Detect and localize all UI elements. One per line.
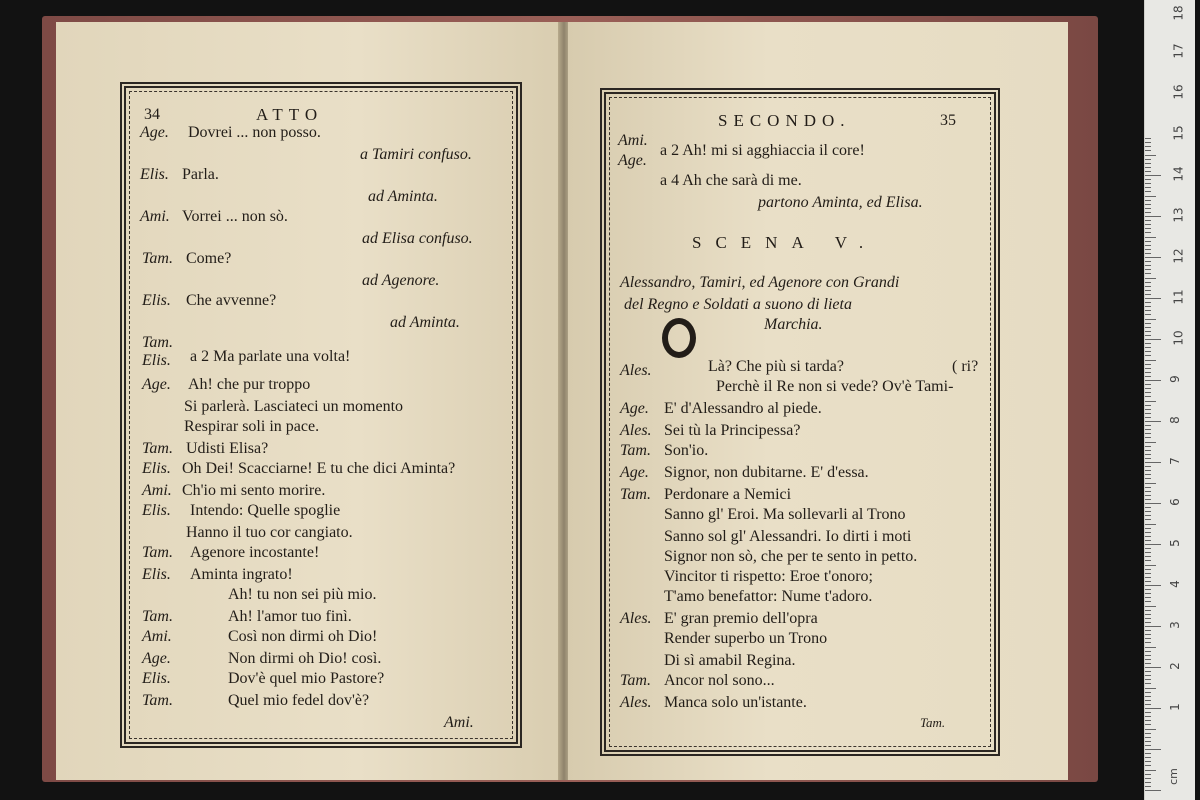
ruler-tick — [1145, 552, 1151, 553]
ruler-tick — [1145, 372, 1151, 373]
ruler-tick — [1145, 384, 1151, 385]
line-text: Dovrei ... non posso. — [188, 124, 321, 141]
speaker: Tam. — [142, 544, 173, 561]
ruler-tick — [1145, 729, 1156, 730]
ruler-tick — [1145, 187, 1151, 188]
ruler-tick — [1145, 515, 1151, 516]
speaker: Ales. — [620, 362, 652, 379]
ruler-tick — [1145, 491, 1151, 492]
ruler-tick — [1145, 286, 1151, 287]
line-text: ( ri? — [952, 358, 979, 375]
ruler-tick — [1145, 155, 1156, 156]
line-text: Vorrei ... non sò. — [182, 208, 288, 225]
speaker: Tam. — [142, 250, 173, 267]
ruler-number: 9 — [1167, 375, 1182, 383]
line-text: Manca solo un'istante. — [664, 694, 807, 711]
speaker: Ami. — [142, 482, 172, 499]
catchword: Tam. — [920, 715, 946, 730]
speaker: Elis. — [142, 292, 171, 309]
line-text: Come? — [186, 250, 232, 267]
ruler-number: 3 — [1167, 621, 1182, 629]
ruler-tick — [1145, 355, 1151, 356]
scene-description: del Regno e Soldati a suono di lieta — [624, 296, 852, 313]
speaker: Tam. — [142, 608, 173, 625]
ruler-tick — [1145, 655, 1151, 656]
ruler-tick — [1145, 696, 1151, 697]
speaker: Elis. — [140, 166, 169, 183]
ruler-tick — [1145, 245, 1151, 246]
ruler-tick — [1145, 737, 1151, 738]
line-text: a 4 Ah che sarà di me. — [660, 172, 802, 189]
page-number: 34 — [144, 106, 160, 123]
ruler-tick — [1145, 663, 1151, 664]
ruler-tick — [1145, 167, 1151, 168]
line-text: Non dirmi oh Dio! così. — [228, 650, 382, 667]
speaker: Ales. — [620, 694, 652, 711]
line-text: Che avvenne? — [186, 292, 277, 309]
line-text: Udisti Elisa? — [186, 440, 269, 457]
ruler-tick — [1145, 540, 1151, 541]
ruler-tick — [1145, 544, 1161, 545]
ruler-number: 18 — [1171, 5, 1186, 21]
ruler-tick — [1145, 237, 1156, 238]
line-text: Oh Dei! Scacciarne! E tu che dici Aminta? — [182, 460, 456, 477]
ruler-number: 6 — [1167, 498, 1182, 506]
ruler-tick — [1145, 212, 1151, 213]
ruler-tick — [1145, 651, 1151, 652]
line-text: Di sì amabil Regina. — [664, 652, 796, 669]
ruler-tick — [1145, 306, 1151, 307]
ruler-tick — [1145, 319, 1156, 320]
line-text: Perchè il Re non si vede? Ov'è Tami- — [716, 378, 954, 395]
line-text: Sanno sol gl' Alessandri. Io dirti i moti — [664, 528, 912, 545]
ruler-tick — [1145, 392, 1151, 393]
ruler-tick — [1145, 610, 1151, 611]
speaker: Age. — [620, 464, 649, 481]
line-text: a 2 Ma parlate una volta! — [190, 348, 351, 365]
ruler-tick — [1145, 708, 1161, 709]
ruler-number: 15 — [1171, 125, 1186, 141]
ruler-tick — [1145, 683, 1151, 684]
line-text: Ah! che pur troppo — [188, 376, 311, 393]
right-page — [568, 22, 1068, 780]
ruler-tick — [1145, 700, 1151, 701]
ruler-tick — [1145, 405, 1151, 406]
ruler-tick — [1145, 388, 1151, 389]
ruler-tick — [1145, 265, 1151, 266]
ruler-tick — [1145, 310, 1151, 311]
ruler-tick — [1145, 565, 1156, 566]
ruler-tick — [1145, 429, 1151, 430]
ruler-number: 1 — [1167, 703, 1182, 711]
stage-direction: partono Aminta, ed Elisa. — [758, 194, 923, 211]
ruler-tick — [1145, 675, 1151, 676]
stage-direction: ad Agenore. — [362, 272, 440, 289]
ruler-tick — [1145, 146, 1151, 147]
speaker: Elis. — [142, 502, 171, 519]
ruler-tick — [1145, 396, 1151, 397]
page-number: 35 — [940, 112, 956, 129]
speaker: Ami. — [618, 132, 648, 149]
ruler-tick — [1145, 519, 1151, 520]
ruler-tick — [1145, 618, 1151, 619]
ruler-tick — [1145, 761, 1151, 762]
line-text: Render superbo un Trono — [664, 630, 828, 647]
scene-title: SCENA V. — [692, 233, 878, 252]
speaker: Age. — [618, 152, 647, 169]
ruler-number: 14 — [1171, 166, 1186, 182]
speaker: Age. — [142, 650, 171, 667]
ruler-tick — [1145, 368, 1151, 369]
ruler-tick — [1145, 228, 1151, 229]
ruler-tick — [1145, 790, 1161, 791]
line-text: Aminta ingrato! — [190, 566, 293, 583]
line-text: Signor, non dubitarne. E' d'essa. — [664, 464, 869, 481]
speaker: Tam. — [620, 672, 651, 689]
ruler-tick — [1145, 446, 1151, 447]
ruler-tick — [1145, 511, 1151, 512]
ruler-tick — [1145, 183, 1151, 184]
ruler-tick — [1145, 331, 1151, 332]
ruler-tick — [1145, 560, 1151, 561]
ruler-tick — [1145, 282, 1151, 283]
line-text: Ancor nol sono... — [664, 672, 775, 689]
ruler-tick — [1145, 483, 1156, 484]
ruler-tick — [1145, 614, 1151, 615]
ruler-tick — [1145, 196, 1156, 197]
speaker: Tam. — [620, 486, 651, 503]
ruler-tick — [1145, 425, 1151, 426]
ruler-tick — [1145, 573, 1151, 574]
ruler-tick — [1145, 364, 1151, 365]
ruler-tick — [1145, 642, 1151, 643]
ruler-tick — [1145, 417, 1151, 418]
line-text: Intendo: Quelle spoglie — [190, 502, 341, 519]
ruler-tick — [1145, 163, 1151, 164]
line-text: Quel mio fedel dov'è? — [228, 692, 370, 709]
ruler-tick — [1145, 208, 1151, 209]
ruler-tick — [1145, 351, 1151, 352]
ruler-tick — [1145, 380, 1161, 381]
ruler-tick — [1145, 724, 1151, 725]
ruler-tick — [1145, 487, 1151, 488]
ruler-tick — [1145, 269, 1151, 270]
ruler-tick — [1145, 175, 1161, 176]
ruler-tick — [1145, 458, 1151, 459]
ruler-tick — [1145, 749, 1161, 750]
ruler-tick — [1145, 298, 1161, 299]
speaker: Age. — [620, 400, 649, 417]
speaker: Age. — [140, 124, 169, 141]
ruler-tick — [1145, 347, 1151, 348]
running-header: ATTO — [256, 105, 324, 124]
ruler-tick — [1145, 454, 1151, 455]
ruler-tick — [1145, 421, 1161, 422]
ruler-tick — [1145, 204, 1151, 205]
ruler-tick — [1145, 548, 1151, 549]
line-text: Hanno il tuo cor cangiato. — [186, 524, 353, 541]
ruler-unit: cm — [1166, 768, 1180, 785]
ruler-tick — [1145, 220, 1151, 221]
line-text: Là? Che più si tarda? — [708, 358, 844, 375]
ruler-tick — [1145, 294, 1151, 295]
ruler-tick — [1145, 524, 1156, 525]
line-text: Parla. — [182, 166, 219, 183]
ruler-tick — [1145, 597, 1151, 598]
ruler-tick — [1145, 528, 1151, 529]
ruler-tick — [1145, 142, 1151, 143]
ruler-tick — [1145, 433, 1151, 434]
ruler-tick — [1145, 536, 1151, 537]
ruler-tick — [1145, 679, 1151, 680]
ruler-tick — [1145, 343, 1151, 344]
ruler-tick — [1145, 589, 1151, 590]
line-text: E' gran premio dell'opra — [664, 610, 818, 627]
ruler-tick — [1145, 253, 1151, 254]
ruler-tick — [1145, 671, 1151, 672]
catchword: Ami. — [444, 714, 474, 731]
speaker: Tam. — [142, 692, 173, 709]
ruler-tick — [1145, 601, 1151, 602]
speaker: Elis. — [142, 566, 171, 583]
ruler-tick — [1145, 745, 1151, 746]
ruler-tick — [1145, 757, 1151, 758]
line-text: Ch'io mi sento morire. — [182, 482, 326, 499]
line-text: Signor non sò, che per te sento in petto. — [664, 548, 918, 565]
ruler-tick — [1145, 622, 1151, 623]
ruler-tick — [1145, 688, 1156, 689]
line-text: Perdonare a Nemici — [664, 486, 792, 503]
ruler-tick — [1145, 150, 1151, 151]
ruler-tick — [1145, 179, 1151, 180]
ruler-tick — [1145, 778, 1151, 779]
drop-cap — [662, 318, 696, 358]
ruler-tick — [1145, 232, 1151, 233]
ruler-tick — [1145, 499, 1151, 500]
ruler-tick — [1145, 200, 1151, 201]
ruler-tick — [1145, 314, 1151, 315]
stage-direction: ad Elisa confuso. — [362, 230, 473, 247]
line-text: Si parlerà. Lasciateci un momento — [184, 398, 404, 415]
ruler-tick — [1145, 569, 1151, 570]
line-text: Respirar soli in pace. — [184, 418, 320, 435]
ruler-number: 11 — [1171, 289, 1186, 305]
left-page — [56, 22, 562, 780]
ruler-tick — [1145, 630, 1151, 631]
stage-direction: ad Aminta. — [368, 188, 438, 205]
ruler-tick — [1145, 159, 1151, 160]
ruler-tick — [1145, 782, 1151, 783]
ruler-tick — [1145, 774, 1151, 775]
stage-direction: ad Aminta. — [390, 314, 460, 331]
ruler-number: 16 — [1171, 84, 1186, 100]
ruler-tick — [1145, 442, 1156, 443]
speaker: Tam. — [620, 442, 651, 459]
ruler-tick — [1145, 786, 1151, 787]
ruler-tick — [1145, 765, 1151, 766]
speaker: Elis. — [142, 460, 171, 477]
ruler-tick — [1145, 638, 1151, 639]
ruler-tick — [1145, 462, 1161, 463]
ruler-tick — [1145, 581, 1151, 582]
ruler-tick — [1145, 360, 1156, 361]
ruler-tick — [1145, 647, 1156, 648]
line-text: Ah! l'amor tuo finì. — [228, 608, 352, 625]
ruler-tick — [1145, 413, 1151, 414]
ruler-tick — [1145, 138, 1151, 139]
ruler-tick — [1145, 716, 1151, 717]
ruler-tick — [1145, 495, 1151, 496]
running-header: SECONDO. — [718, 111, 851, 130]
ruler-tick — [1145, 753, 1151, 754]
ruler-tick — [1145, 257, 1161, 258]
ruler-tick — [1145, 335, 1151, 336]
ruler-tick — [1145, 692, 1151, 693]
ruler-tick — [1145, 659, 1151, 660]
speaker: Age. — [142, 376, 171, 393]
measurement-ruler — [1144, 0, 1195, 800]
ruler-tick — [1145, 224, 1151, 225]
ruler-tick — [1145, 720, 1151, 721]
ruler-tick — [1145, 323, 1151, 324]
ruler-tick — [1145, 376, 1151, 377]
ruler-tick — [1145, 273, 1151, 274]
speaker: Tam. — [142, 440, 173, 457]
ruler-tick — [1145, 278, 1156, 279]
ruler-number: 13 — [1171, 207, 1186, 223]
line-text: Son'io. — [664, 442, 709, 459]
line-text: Così non dirmi oh Dio! — [228, 628, 378, 645]
ruler-number: 5 — [1167, 539, 1182, 547]
speaker: Ami. — [140, 208, 170, 225]
ruler-tick — [1145, 593, 1151, 594]
ruler-tick — [1145, 503, 1161, 504]
ruler-tick — [1145, 241, 1151, 242]
ruler-tick — [1145, 466, 1151, 467]
ruler-tick — [1145, 171, 1151, 172]
ruler-tick — [1145, 556, 1151, 557]
ruler-tick — [1145, 302, 1151, 303]
line-text: Dov'è quel mio Pastore? — [228, 670, 385, 687]
ruler-tick — [1145, 634, 1151, 635]
ruler-number: 2 — [1167, 662, 1182, 670]
ruler-tick — [1145, 704, 1151, 705]
ruler-tick — [1145, 339, 1161, 340]
ruler-number: 7 — [1167, 457, 1182, 465]
speaker: Ales. — [620, 422, 652, 439]
speaker: Ales. — [620, 610, 652, 627]
ruler-number: 12 — [1171, 248, 1186, 264]
ruler-tick — [1145, 450, 1151, 451]
ruler-tick — [1145, 741, 1151, 742]
line-text: Agenore incostante! — [190, 544, 320, 561]
ruler-tick — [1145, 712, 1151, 713]
scene-description: Marchia. — [764, 316, 823, 333]
speaker: Elis. — [142, 670, 171, 687]
ruler-tick — [1145, 585, 1161, 586]
ruler-tick — [1145, 261, 1151, 262]
line-text: T'amo benefattor: Nume t'adoro. — [664, 588, 873, 605]
ruler-tick — [1145, 626, 1161, 627]
speaker: Elis. — [142, 352, 171, 369]
speaker: Ami. — [142, 628, 172, 645]
line-text: Sei tù la Principessa? — [664, 422, 801, 439]
ruler-tick — [1145, 470, 1151, 471]
ruler-number: 4 — [1167, 580, 1182, 588]
ruler-tick — [1145, 216, 1161, 217]
ruler-tick — [1145, 507, 1151, 508]
ruler-tick — [1145, 478, 1151, 479]
line-text: Vincitor ti rispetto: Eroe t'onoro; — [664, 568, 873, 585]
ruler-tick — [1145, 770, 1156, 771]
line-text: Sanno gl' Eroi. Ma sollevarli al Trono — [664, 506, 906, 523]
speaker: Tam. — [142, 334, 173, 351]
ruler-tick — [1145, 474, 1151, 475]
ruler-tick — [1145, 532, 1151, 533]
ruler-tick — [1145, 327, 1151, 328]
ruler-tick — [1145, 401, 1156, 402]
line-text: E' d'Alessandro al piede. — [664, 400, 822, 417]
ruler-tick — [1145, 606, 1156, 607]
ruler-tick — [1145, 249, 1151, 250]
line-text: Ah! tu non sei più mio. — [228, 586, 377, 603]
ruler-tick — [1145, 409, 1151, 410]
ruler-tick — [1145, 437, 1151, 438]
ruler-tick — [1145, 733, 1151, 734]
ruler-tick — [1145, 577, 1151, 578]
stage-direction: a Tamiri confuso. — [360, 146, 472, 163]
ruler-number: 17 — [1171, 43, 1186, 59]
ruler-number: 8 — [1167, 416, 1182, 424]
ruler-tick — [1145, 290, 1151, 291]
scene-description: Alessandro, Tamiri, ed Agenore con Grandi — [620, 274, 900, 291]
ruler-tick — [1145, 667, 1161, 668]
ruler-number: 10 — [1171, 330, 1186, 346]
ruler-tick — [1145, 191, 1151, 192]
line-text: a 2 Ah! mi si agghiaccia il core! — [660, 142, 865, 159]
